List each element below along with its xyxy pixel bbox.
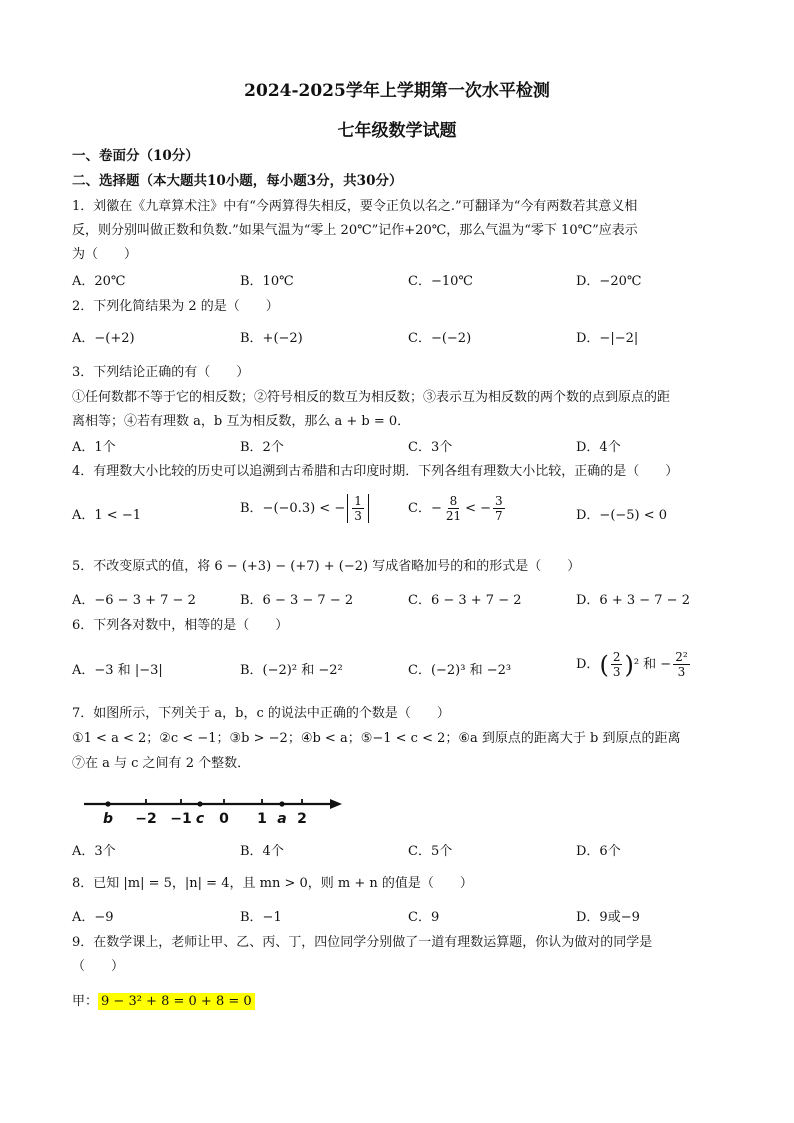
question-8-option-c: C．9: [408, 910, 440, 925]
question-9-jia: [72, 993, 732, 1011]
question-2-text: 2．下列化简结果为 2 的是（ ）: [72, 299, 279, 314]
axis-labels: [103, 811, 307, 827]
question-7-option-a: A．3个: [72, 844, 116, 859]
axis-label: 0: [219, 811, 229, 827]
denominator: 3: [612, 665, 621, 679]
point-c: [197, 801, 202, 806]
question-1-line-3: 为（ ）: [72, 247, 138, 262]
question-1-line-2: 反，则分别叫做正数和负数.”如果气温为“零上 20℃”记作+20℃，那么气温为“零下 10℃”应表示: [72, 223, 638, 238]
left-paren: (: [599, 650, 609, 679]
denominator: 7: [495, 509, 503, 523]
axis-label: b: [102, 811, 114, 827]
question-7-line-3: ⑦在 a 与 c 之间有 2 个整数．: [72, 756, 251, 771]
question-2-option-d: D．−|−2|: [576, 331, 639, 346]
question-6-option-d-middle: ² 和 −: [633, 656, 672, 672]
question-1-option-c: C．−10℃: [408, 274, 473, 289]
point-b: [105, 801, 110, 806]
question-5-text: 5．不改变原式的值，将 6 − (+3) − (+7) + (−2) 写成省略加号的和的形式是（ ）: [72, 559, 581, 574]
question-1-option-d: D．−20℃: [576, 274, 642, 289]
axis-label: −1: [170, 811, 192, 827]
fraction-8-21: [444, 494, 463, 523]
question-6-option-c: C．(−2)³ 和 −2³: [408, 663, 512, 678]
question-6-option-b: B．(−2)² 和 −2²: [240, 663, 343, 678]
question-9-line-2: （ ）: [72, 959, 125, 974]
axis-arrow-icon: [330, 799, 342, 809]
question-4-option-c: [408, 494, 507, 523]
axis-label: c: [195, 811, 205, 827]
question-6-option-d-prefix: D．: [576, 656, 600, 672]
fraction-one-third: [352, 494, 364, 523]
fraction-2sq-3: [673, 650, 689, 679]
question-5-option-a: A．−6 − 3 + 7 − 2: [72, 593, 196, 608]
question-5-option-c: C．6 − 3 + 7 − 2: [408, 593, 522, 608]
exam-title: 2024-2025学年上学期第一次水平检测: [244, 81, 550, 101]
question-6-text: 6．下列各对数中，相等的是（ ）: [72, 618, 289, 633]
question-5-option-b: B．6 − 3 − 7 − 2: [240, 593, 354, 608]
question-7-option-d: D．6个: [576, 844, 621, 859]
question-1-line-1: 1．刘徽在《九章算术注》中有“今两算得失相反，要令正负以名之.”可翻译为“今有两数若其意义相: [72, 199, 638, 214]
axis-label: 1: [257, 811, 267, 827]
denominator: 3: [677, 665, 686, 679]
exam-subtitle: 七年级数学试题: [337, 121, 457, 141]
numerator: 3: [495, 494, 503, 508]
question-3-option-a: A．1个: [72, 440, 116, 455]
question-3-line-2: ①任何数都不等于它的相反数；②符号相反的数互为相反数；③表示互为相反数的两个数的点到原点的距: [72, 390, 671, 405]
question-8-option-a: A．−9: [72, 910, 114, 925]
question-2-option-a: A．−(+2): [72, 331, 135, 346]
question-3-option-b: B．2个: [240, 440, 284, 455]
question-9-text: 9．在数学课上，老师让甲、乙、丙、丁，四位同学分别做了一道有理数运算题，你认为做对的同学是: [72, 935, 653, 950]
question-6-option-d: [576, 650, 692, 679]
question-8-option-b: B．−1: [240, 910, 282, 925]
numerator: 2²: [675, 650, 688, 664]
question-3-option-d: D．4个: [576, 440, 621, 455]
axis-label: a: [277, 811, 287, 827]
question-4-text: 4．有理数大小比较的历史可以追溯到古希腊和古印度时期．下列各组有理数大小比较，正确的是（ ）: [72, 464, 679, 479]
question-3-text: 3．下列结论正确的有（ ）: [72, 365, 250, 380]
question-7-text: 7．如图所示，下列关于 a，b，c 的说法中正确的个数是（ ）: [72, 706, 450, 721]
question-4-option-b-prefix: B．−(−0.3) < −: [240, 500, 346, 516]
question-2-option-b: B．+(−2): [240, 331, 303, 346]
number-line-diagram: [80, 790, 350, 830]
axis-ticks: [105, 799, 302, 807]
question-4-option-d: D．−(−5) < 0: [576, 508, 668, 523]
question-1-option-b: B．10℃: [240, 274, 294, 289]
question-7-line-2: ①1 < a < 2；②c < −1；③b > −2；④b < a；⑤−1 < c < 2；⑥a 到原点的距离大于 b 到原点的距离: [72, 731, 681, 746]
student-jia-label: 甲：: [72, 994, 99, 1009]
point-a: [279, 801, 284, 806]
abs-value-bars: [347, 494, 369, 523]
axis-label: −2: [135, 811, 157, 827]
section-heading-1: 一、卷面分（10分）: [72, 148, 199, 164]
question-6-option-a: A．−3 和 |−3|: [72, 663, 163, 678]
right-paren: ): [624, 650, 634, 679]
numerator: 8: [449, 494, 458, 508]
question-2-option-c: C．−(−2): [408, 331, 472, 346]
question-1-option-a: A．20℃: [72, 274, 126, 289]
question-8-text: 8．已知 |m| = 5，|n| = 4，且 mn > 0，则 m + n 的值是（ ）: [72, 876, 473, 891]
question-4-option-a: A．1 < −1: [72, 508, 141, 523]
student-jia-expression: 9 − 3² + 8 = 0 + 8 = 0: [98, 993, 255, 1010]
question-4-option-c-prefix: C．−: [408, 500, 442, 516]
question-4-option-b: [240, 494, 369, 523]
question-3-option-c: C．3个: [408, 440, 453, 455]
question-7-option-c: C．5个: [408, 844, 453, 859]
axis-label: 2: [297, 811, 307, 827]
denominator: 21: [445, 509, 462, 523]
fraction-2-3: [611, 650, 623, 679]
comparison-sign: < −: [465, 500, 492, 516]
fraction-3-7: [493, 494, 505, 523]
numerator: 1: [354, 494, 362, 508]
question-8-option-d: D．9或−9: [576, 910, 640, 925]
question-5-option-d: D．6 + 3 − 7 − 2: [576, 593, 690, 608]
section-heading-2: 二、选择题（本大题共10小题，每小题3分，共30分）: [72, 173, 403, 189]
denominator: 3: [354, 509, 362, 523]
question-7-option-b: B．4个: [240, 844, 284, 859]
numerator: 2: [612, 650, 621, 664]
question-3-line-3: 离相等；④若有理数 a，b 互为相反数，那么 a + b = 0．: [72, 414, 411, 429]
